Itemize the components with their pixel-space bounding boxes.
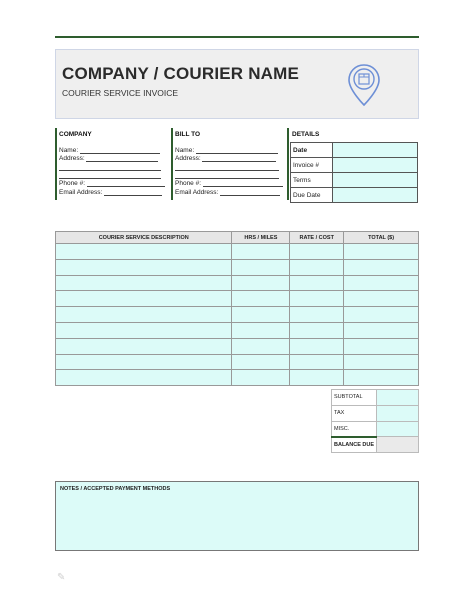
bill-to-address-label: Address: <box>175 155 201 162</box>
company-address-line-2[interactable] <box>59 170 161 171</box>
description-cell[interactable] <box>56 338 232 354</box>
details-terms-input[interactable] <box>333 173 418 188</box>
notes-label: NOTES / ACCEPTED PAYMENT METHODS <box>60 486 171 492</box>
header-banner <box>55 49 419 119</box>
total-cell[interactable] <box>344 370 419 386</box>
details-accent-bar <box>287 128 289 200</box>
col-header-rate-cost: RATE / COST <box>290 232 344 244</box>
details-date-label: Date <box>291 143 333 158</box>
hrs-miles-cell[interactable] <box>232 322 290 338</box>
table-row <box>56 244 419 260</box>
top-divider <box>55 36 419 38</box>
table-row <box>56 291 419 307</box>
description-cell[interactable] <box>56 275 232 291</box>
notes-box[interactable] <box>55 481 419 551</box>
details-date-input[interactable] <box>333 143 418 158</box>
table-row <box>56 322 419 338</box>
details-due-date-input[interactable] <box>333 188 418 203</box>
balance-due-row <box>332 437 419 453</box>
table-row <box>56 354 419 370</box>
table-row <box>56 370 419 386</box>
company-name-label: Name: <box>59 147 79 154</box>
balance-due-label: BALANCE DUE <box>332 437 377 453</box>
company-phone-label: Phone #: <box>59 180 86 187</box>
hrs-miles-cell[interactable] <box>232 307 290 323</box>
description-cell[interactable] <box>56 259 232 275</box>
hrs-miles-cell[interactable] <box>232 244 290 260</box>
bill-to-name-label: Name: <box>175 147 195 154</box>
company-email-field[interactable] <box>59 189 162 196</box>
subtotal-label: SUBTOTAL <box>332 390 377 406</box>
col-header-description: COURIER SERVICE DESCRIPTION <box>56 232 232 244</box>
hrs-miles-cell[interactable] <box>232 338 290 354</box>
description-cell[interactable] <box>56 244 232 260</box>
rate-cost-cell[interactable] <box>290 338 344 354</box>
table-row <box>56 275 419 291</box>
hrs-miles-cell[interactable] <box>232 291 290 307</box>
total-cell[interactable] <box>344 307 419 323</box>
hrs-miles-cell[interactable] <box>232 259 290 275</box>
details-table <box>290 142 418 203</box>
misc-input[interactable] <box>377 421 419 437</box>
invoice-subtitle: COURIER SERVICE INVOICE <box>62 88 179 98</box>
description-cell[interactable] <box>56 307 232 323</box>
bill-to-email-label: Email Address: <box>175 189 219 196</box>
details-row-due-date <box>291 188 418 203</box>
details-invoice-input[interactable] <box>333 158 418 173</box>
details-terms-label: Terms <box>291 173 333 188</box>
company-accent-bar <box>55 128 57 200</box>
totals-table <box>331 389 419 453</box>
rate-cost-cell[interactable] <box>290 322 344 338</box>
details-due-date-label: Due Date <box>291 188 333 203</box>
items-header-row <box>56 232 419 244</box>
hrs-miles-cell[interactable] <box>232 370 290 386</box>
service-items-table <box>55 231 419 386</box>
rate-cost-cell[interactable] <box>290 370 344 386</box>
details-invoice-label: Invoice # <box>291 158 333 173</box>
hrs-miles-cell[interactable] <box>232 275 290 291</box>
total-cell[interactable] <box>344 275 419 291</box>
col-header-hrs-miles: HRS / MILES <box>232 232 290 244</box>
company-section-title: COMPANY <box>59 131 92 138</box>
rate-cost-cell[interactable] <box>290 244 344 260</box>
description-cell[interactable] <box>56 354 232 370</box>
tax-label: TAX <box>332 405 377 421</box>
total-cell[interactable] <box>344 259 419 275</box>
rate-cost-cell[interactable] <box>290 307 344 323</box>
hrs-miles-cell[interactable] <box>232 354 290 370</box>
misc-row <box>332 421 419 437</box>
rate-cost-cell[interactable] <box>290 354 344 370</box>
table-row <box>56 259 419 275</box>
balance-due-value[interactable] <box>377 437 419 453</box>
tax-input[interactable] <box>377 405 419 421</box>
details-row-invoice <box>291 158 418 173</box>
company-address-line-3[interactable] <box>59 178 161 179</box>
total-cell[interactable] <box>344 354 419 370</box>
details-row-terms <box>291 173 418 188</box>
bill-to-address-field[interactable] <box>175 155 276 162</box>
subtotal-input[interactable] <box>377 390 419 406</box>
bill-to-address-line-2[interactable] <box>175 170 279 171</box>
company-email-label: Email Address: <box>59 189 103 196</box>
misc-label: MISC. <box>332 421 377 437</box>
col-header-total: TOTAL ($) <box>344 232 419 244</box>
bill-to-accent-bar <box>171 128 173 200</box>
bill-to-email-field[interactable] <box>175 189 280 196</box>
tax-row <box>332 405 419 421</box>
rate-cost-cell[interactable] <box>290 259 344 275</box>
total-cell[interactable] <box>344 244 419 260</box>
bill-to-phone-label: Phone #: <box>175 180 202 187</box>
table-row <box>56 307 419 323</box>
company-address-label: Address: <box>59 155 85 162</box>
bill-to-phone-field[interactable] <box>175 180 283 187</box>
map-pin-package-icon <box>346 62 382 108</box>
details-row-date <box>291 143 418 158</box>
bill-to-address-line-3[interactable] <box>175 178 279 179</box>
rate-cost-cell[interactable] <box>290 275 344 291</box>
total-cell[interactable] <box>344 291 419 307</box>
description-cell[interactable] <box>56 370 232 386</box>
rate-cost-cell[interactable] <box>290 291 344 307</box>
total-cell[interactable] <box>344 338 419 354</box>
bill-to-section-title: BILL TO <box>175 131 201 138</box>
details-section-title: DETAILS <box>292 131 320 138</box>
company-name-title: COMPANY / COURIER NAME <box>62 64 300 83</box>
bill-to-name-field[interactable] <box>175 147 278 154</box>
company-name-field[interactable] <box>59 147 160 154</box>
company-address-field[interactable] <box>59 155 158 162</box>
company-phone-field[interactable] <box>59 180 165 187</box>
subtotal-row <box>332 390 419 406</box>
description-cell[interactable] <box>56 322 232 338</box>
description-cell[interactable] <box>56 291 232 307</box>
table-row <box>56 338 419 354</box>
total-cell[interactable] <box>344 322 419 338</box>
edit-icon: ✎ <box>57 572 66 583</box>
